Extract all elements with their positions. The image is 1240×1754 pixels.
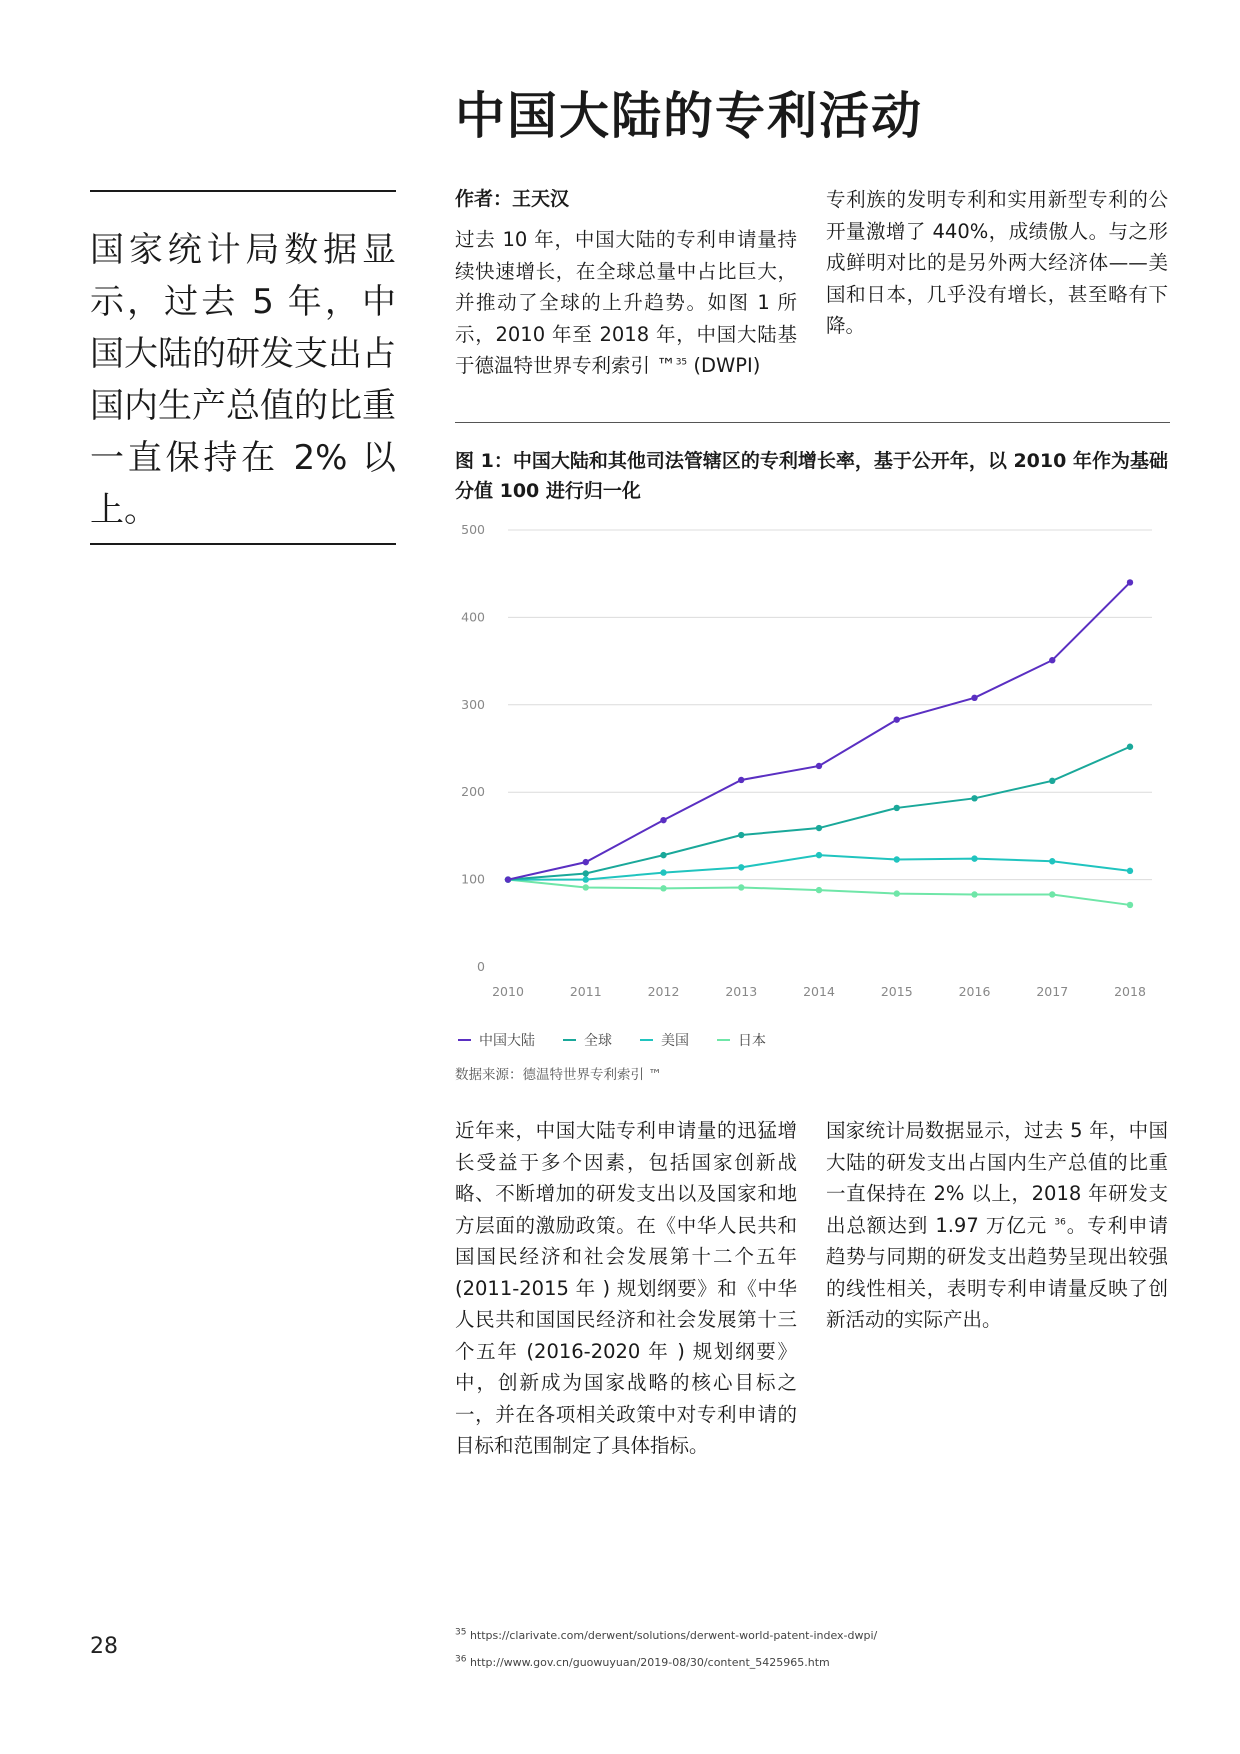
data-point <box>660 852 666 858</box>
footnote-36-link[interactable]: http://www.gov.cn/guowuyuan/2019-08/30/content_5425965.htm <box>469 1656 830 1669</box>
footnote-35-num: 35 <box>455 1627 467 1638</box>
pullquote-top-rule <box>90 190 396 192</box>
data-point <box>894 890 900 896</box>
author-line: 作者：王天汉 <box>455 188 570 210</box>
y-tick-label: 0 <box>477 959 485 974</box>
figure-title: 图 1：中国大陆和其他司法管辖区的专利增长率，基于公开年，以 2010 年作为基础分值 100 进行归一化 <box>455 450 1168 502</box>
x-tick-label: 2018 <box>1114 984 1146 999</box>
data-point <box>894 805 900 811</box>
data-point <box>660 885 666 891</box>
legend-label-global: 全球 <box>584 1033 612 1049</box>
footnote-ref-35: 35 <box>675 357 688 368</box>
data-point <box>1127 579 1133 585</box>
data-point <box>505 876 511 882</box>
data-point <box>816 763 822 769</box>
x-tick-label: 2014 <box>803 984 835 999</box>
intro-column-1 <box>455 184 797 382</box>
intro-col1-tail: (DWPI) <box>687 354 761 377</box>
x-tick-label: 2010 <box>492 984 524 999</box>
x-tick-label: 2011 <box>569 984 602 999</box>
body-column-1: 近年来，中国大陆专利申请量的迅猛增长受益于多个因素，包括国家创新战略、不断增加的研发支出以及国家和地方层面的激励政策。在《中华人民共和国国民经济和社会发展第十二个五年 (2011-2015 年 ) 规划纲要》和《中华人民共和国国民经济和社会发展第十三个五年 (2016-2020 年 ) 规划纲要》中，创新成为国家战略的核心目标之一，并在各项相关政策中对专利申请的目标和范围制定了具体指标。 <box>455 1119 797 1457</box>
legend-item-japan <box>717 1030 766 1050</box>
data-point <box>1127 744 1133 750</box>
data-point <box>660 869 666 875</box>
footnote-36 <box>455 1656 830 1669</box>
body-col2-tail: 。专利申请趋势与同期的研发支出趋势呈现出较强的线性相关，表明专利申请量反映了创新活动的实际产出。 <box>826 1213 1168 1331</box>
figure-source: 数据来源：德温特世界专利索引 ™ <box>455 1067 662 1083</box>
y-tick-label: 400 <box>461 609 485 625</box>
data-point <box>894 856 900 862</box>
data-point <box>1127 868 1133 874</box>
data-point <box>738 884 744 890</box>
y-tick-label: 500 <box>461 522 485 537</box>
data-point <box>816 825 822 831</box>
legend-item-usa <box>640 1030 689 1050</box>
pullquote-bottom-rule <box>90 543 396 545</box>
y-tick-label: 200 <box>461 784 485 800</box>
data-point <box>971 855 977 861</box>
y-tick-label: 100 <box>461 871 485 887</box>
data-point <box>738 864 744 870</box>
x-tick-label: 2016 <box>958 984 991 999</box>
x-tick-label: 2013 <box>725 984 758 999</box>
figure-top-rule <box>455 422 1170 423</box>
x-tick-label: 2017 <box>1036 984 1069 999</box>
page-number: 28 <box>90 1634 118 1659</box>
legend-item-china <box>458 1030 535 1050</box>
pullquote: 国家统计局数据显示，过去 5 年，中国大陆的研发支出占国内生产总值的比重一直保持在 2% 以上。 <box>90 230 396 530</box>
data-point <box>583 884 589 890</box>
data-point <box>1049 891 1055 897</box>
chart-legend <box>458 1030 766 1050</box>
footnote-35 <box>455 1629 877 1642</box>
footnote-ref-36: 36 <box>1054 1217 1066 1227</box>
data-point <box>1049 778 1055 784</box>
footnote-36-num: 36 <box>455 1654 467 1665</box>
legend-label-japan: 日本 <box>738 1033 766 1049</box>
data-point <box>971 695 977 701</box>
x-tick-label: 2012 <box>647 984 680 999</box>
data-point <box>971 795 977 801</box>
data-point <box>583 870 589 876</box>
legend-item-global <box>563 1030 612 1050</box>
data-point <box>816 887 822 893</box>
legend-swatch-global <box>563 1039 576 1041</box>
data-point <box>583 859 589 865</box>
data-point <box>660 817 666 823</box>
footnote-35-link[interactable]: https://clarivate.com/derwent/solutions/derwent-world-patent-index-dwpi/ <box>469 1629 878 1642</box>
data-point <box>1049 657 1055 663</box>
intro-col1-text: 过去 10 年，中国大陆的专利申请量持续快速增长，在全球总量中占比巨大，并推动了全球的上升趋势。如图 1 所示，2010 年至 2018 年，中国大陆基于德温特世界专利索引 ™ <box>455 228 797 377</box>
legend-swatch-usa <box>640 1039 653 1041</box>
legend-swatch-japan <box>717 1039 730 1041</box>
data-point <box>1049 858 1055 864</box>
page-title: 中国大陆的专利活动 <box>455 87 923 145</box>
x-tick-label: 2015 <box>880 984 913 999</box>
data-point <box>971 891 977 897</box>
data-point <box>1127 902 1133 908</box>
y-tick-label: 300 <box>461 696 485 712</box>
data-point <box>583 876 589 882</box>
legend-label-usa: 美国 <box>661 1033 689 1049</box>
data-point <box>816 852 822 858</box>
intro-column-2: 专利族的发明专利和实用新型专利的公开量激增了 440%，成绩傲人。与之形成鲜明对比的是另外两大经济体——美国和日本，几乎没有增长，甚至略有下降。 <box>826 188 1168 337</box>
data-point <box>738 777 744 783</box>
body-col2-text: 国家统计局数据显示，过去 5 年，中国大陆的研发支出占国内生产总值的比重一直保持在 2% 以上，2018 年研发支出总额达到 1.97 万亿元 <box>826 1119 1168 1237</box>
body-column-2 <box>826 1115 1168 1336</box>
series-line-2 <box>508 855 1130 879</box>
data-point <box>738 832 744 838</box>
line-chart <box>440 515 1170 1015</box>
series-line-0 <box>508 582 1130 879</box>
legend-swatch-china <box>458 1039 471 1041</box>
legend-label-china: 中国大陆 <box>479 1033 535 1049</box>
data-point <box>894 716 900 722</box>
